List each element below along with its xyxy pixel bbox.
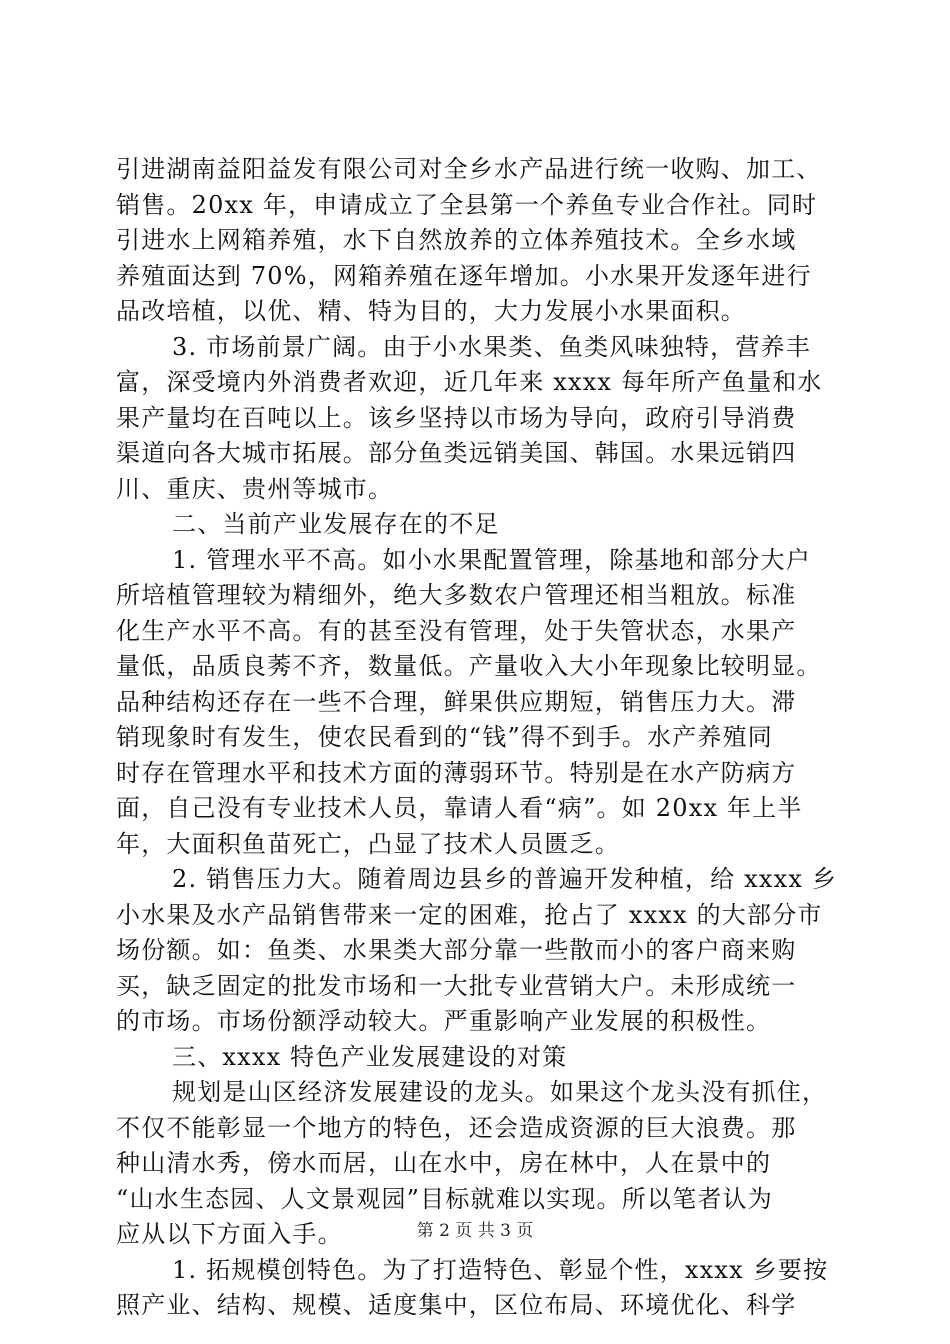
page-footer: 第 2 页 共 3 页	[416, 1221, 534, 1241]
text-line: 照产业、结构、规模、适度集中，区位布局、环境优化、科学	[116, 1291, 797, 1319]
text-line: 小水果及水产品销售带来一定的困难，抢占了 xxxx 的大部分市	[116, 900, 823, 929]
text-line: 时存在管理水平和技术方面的薄弱环节。特别是在水产防病方	[116, 758, 797, 787]
text-line: 销售。20xx 年，申请成立了全县第一个养鱼专业合作社。同时	[116, 190, 818, 219]
text-line: 买，缺乏固定的批发市场和一大批专业营销大户。未形成统一	[116, 971, 797, 1000]
text-line: 面，自己没有专业技术人员，靠请人看“病”。如 20xx 年上半	[116, 794, 803, 822]
text-line: 种山清水秀，傍水而居，山在水中，房在林中，人在景中的	[116, 1149, 772, 1177]
text-line: 销现象时有发生，使农民看到的“钱”得不到手。水产养殖同	[116, 723, 773, 751]
text-line: 1. 拓规模创特色。为了打造特色、彰显个性，xxxx 乡要按	[172, 1255, 829, 1284]
text-line: 养殖面达到 70%，网箱养殖在逐年增加。小水果开发逐年进行	[116, 261, 812, 290]
text-line: “山水生态园、人文景观园”目标就难以实现。所以笔者认为	[116, 1184, 773, 1213]
section-heading: 三、xxxx 特色产业发展建设的对策	[172, 1042, 568, 1071]
text-line: 规划是山区经济发展建设的龙头。如果这个龙头没有抓住，	[172, 1078, 828, 1106]
text-line: 所培植管理较为精细外，绝大多数农户管理还相当粗放。标准	[116, 581, 797, 609]
body-text	[116, 152, 836, 1324]
text-line: 的市场。市场份额浮动较大。严重影响产业发展的积极性。	[116, 1007, 772, 1035]
section-heading: 二、当前产业发展存在的不足	[172, 510, 500, 538]
text-line: 3. 市场前景广阔。由于小水果类、鱼类风味独特，营养丰	[172, 332, 811, 361]
text-line: 应从以下方面入手。	[116, 1220, 343, 1248]
text-line: 引进水上网箱养殖，水下自然放养的立体养殖技术。全乡水域	[116, 226, 797, 254]
text-line: 2. 销售压力大。随着周边县乡的普遍开发种植，给 xxxx 乡	[172, 865, 838, 893]
text-line: 品改培植，以优、精、特为目的，大力发展小水果面积。	[116, 297, 746, 325]
text-line: 化生产水平不高。有的甚至没有管理，处于失管状态，水果产	[116, 616, 797, 645]
text-line: 渠道向各大城市拓展。部分鱼类远销美国、韩国。水果远销四	[116, 439, 797, 467]
text-line: 川、重庆、贵州等城市。	[116, 474, 394, 503]
text-line: 不仅不能彰显一个地方的特色，还会造成资源的巨大浪费。那	[116, 1113, 797, 1142]
text-line: 1. 管理水平不高。如小水果配置管理，除基地和部分大户	[172, 545, 811, 574]
text-line: 富，深受境内外消费者欢迎，近几年来 xxxx 每年所产鱼量和水	[116, 368, 823, 396]
text-line: 年，大面积鱼苗死亡，凸显了技术人员匮乏。	[116, 829, 620, 858]
text-line: 引进湖南益阳益发有限公司对全乡水产品进行统一收购、加工、	[116, 155, 822, 183]
text-line: 果产量均在百吨以上。该乡坚持以市场为导向，政府引导消费	[116, 403, 797, 432]
text-line: 场份额。如：鱼类、水果类大部分靠一些散而小的客户商来购	[116, 936, 797, 964]
text-line: 品种结构还存在一些不合理，鲜果供应期短，销售压力大。滞	[116, 687, 797, 716]
text-line: 量低，品质良莠不齐，数量低。产量收入大小年现象比较明显。	[116, 652, 822, 680]
